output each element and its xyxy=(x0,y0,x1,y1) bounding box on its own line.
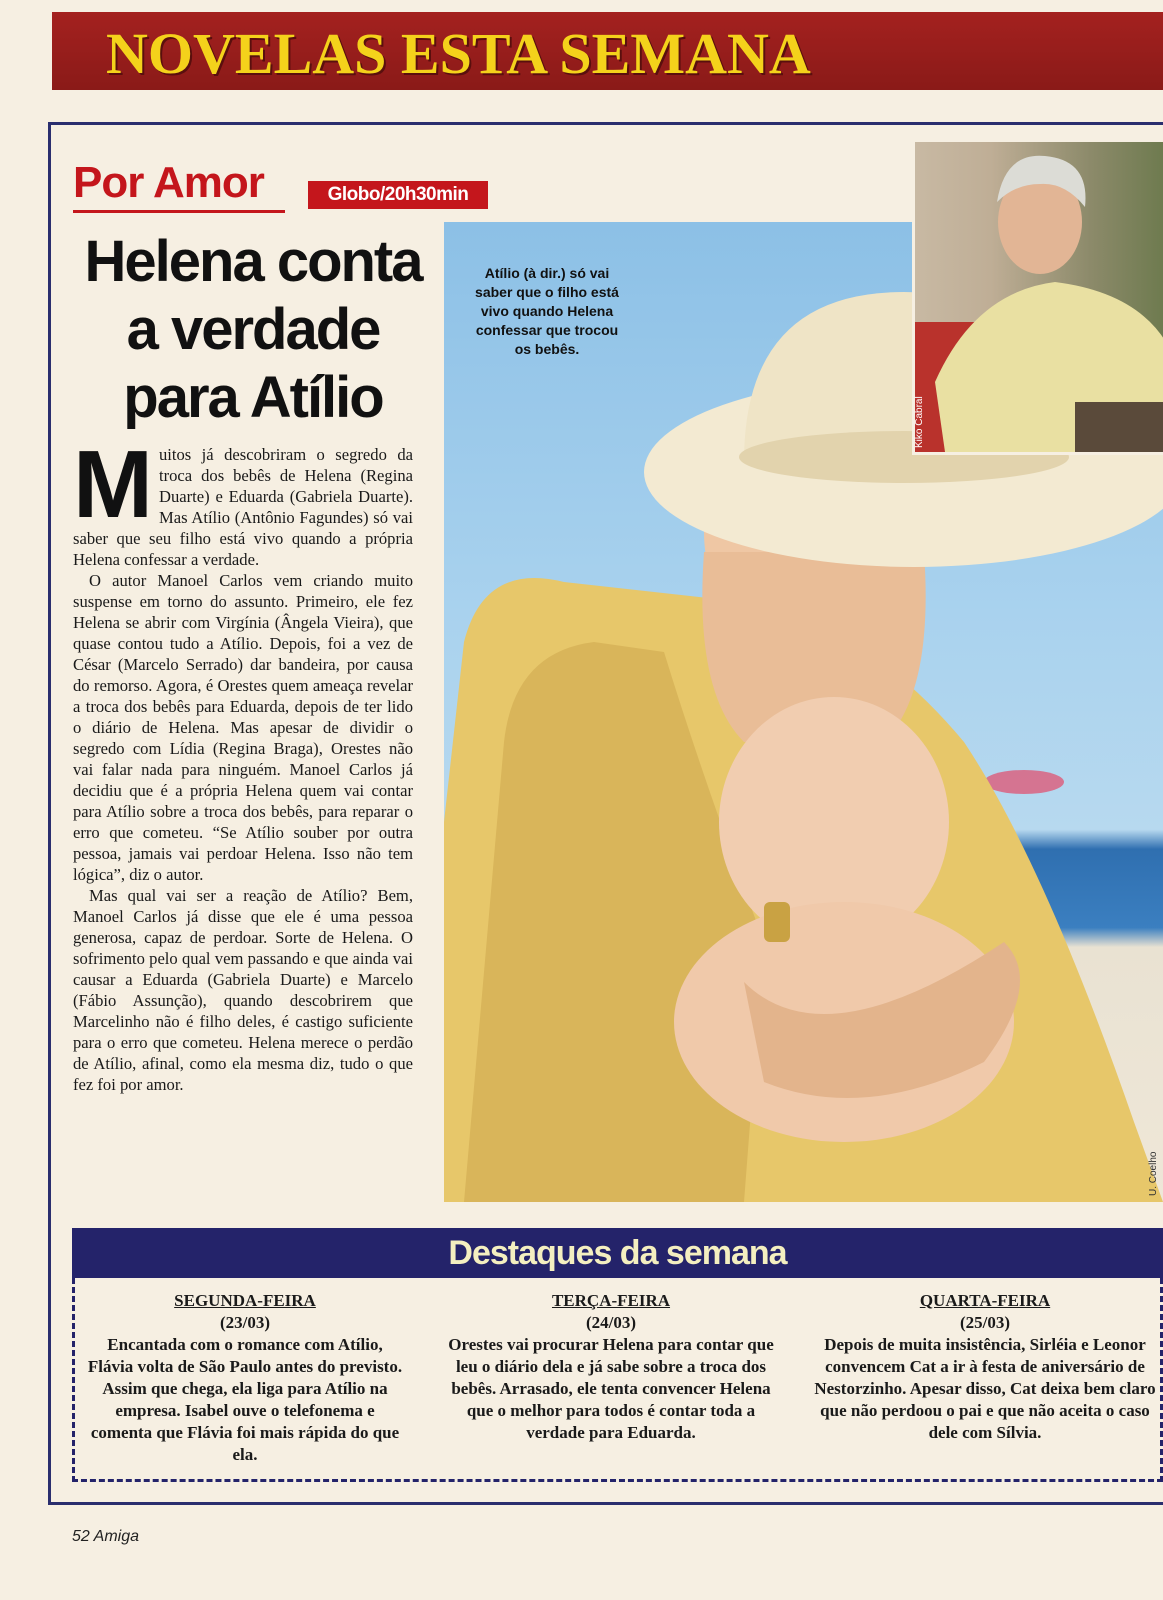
highlight-text: Encantada com o romance com Atílio, Flávia volta de São Paulo antes do previsto. Assim que chega, ela liga para Atílio na empresa. Isabel ouve o telefonema e comenta que Flávia foi mais rápida do que ela. xyxy=(87,1335,403,1464)
inset-photo-credit: Kiko Cabral xyxy=(914,396,925,448)
highlight-wednesday xyxy=(810,1290,1160,1444)
page-number: 52 xyxy=(72,1528,90,1545)
article-body xyxy=(73,431,413,1095)
dropcap: M xyxy=(73,431,153,538)
title-underline xyxy=(73,210,285,213)
channel-badge: Globo/20h30min xyxy=(308,181,488,209)
highlight-text: Orestes vai procurar Helena para contar que leu o diário dela e já sabe sobre a troca dos bebês. Arrasado, ele tenta convencer Helena que o melhor para todos é contar toda a verdade para Eduarda. xyxy=(448,1335,774,1442)
highlight-monday xyxy=(86,1290,404,1466)
main-photo-credit: U. Coelho xyxy=(1148,1151,1159,1196)
headline: Helena conta a verdade para Atílio xyxy=(84,229,422,430)
highlight-date: (25/03) xyxy=(959,1313,1011,1332)
article-paragraph: O autor Manoel Carlos vem criando muito suspense em torno do assunto. Primeiro, ele fez Helena se abrir com Virgínia (Ângela Vieira), que quase contou tudo a Atílio. Depois, foi a vez de César (Marcelo Serrado) dar bandeira, por causa do remorso. Agora, é Orestes quem ameaça revelar a troca dos bebês para Eduarda, depois de ter lido o diário de Helena. Mas apesar de dividir o segredo com Lídia (Regina Braga), Orestes não vai falar nada para ninguém. Manoel Carlos já decidiu que é a própria Helena quem vai contar para Atílio sobre a troca dos bebês, para reparar o erro que cometeu. “Se Atílio souber por outra pessoa, jamais vai perdoar Helena. Isso não tem lógica”, diz o autor. xyxy=(73,571,413,884)
highlight-date: (23/03) xyxy=(219,1313,271,1332)
article-paragraph xyxy=(73,431,413,570)
highlight-text: Depois de muita insistência, Sirléia e Leonor convencem Cat a ir à festa de aniversário de Nestorzinho. Apesar disso, Cat deixa bem claro que não perdoou o pai e que não aceita o caso dele com Sílvia. xyxy=(814,1335,1156,1442)
page-footer xyxy=(72,1528,139,1546)
magazine-name: Amiga xyxy=(93,1528,140,1545)
inset-photo xyxy=(912,142,1163,455)
inset-photo-illustration xyxy=(915,142,1163,452)
article-paragraph: Mas qual vai ser a reação de Atílio? Bem, Manoel Carlos já disse que ele é uma pessoa generosa, capaz de perdoar. Sorte de Helena. O sofrimento pelo qual vem passando e que ainda vai causar a Eduarda (Gabriela Duarte) e Marcelo (Fábio Assunção), quando descobrirem que Marcelinho não é filho deles, é castigo suficiente para o erro que cometeu. Helena merece o perdão de Atílio, afinal, como ela mesma diz, tudo o que fez foi por amor. xyxy=(73,886,413,1094)
highlight-tuesday xyxy=(446,1290,776,1444)
section-title: NOVELAS ESTA SEMANA xyxy=(106,21,811,86)
highlight-day: TERÇA-FEIRA xyxy=(551,1291,671,1310)
paragraph-text: uitos já descobriram o segredo da troca dos bebês de Helena (Regina Duarte) e Eduarda (Gabriela Duarte). Mas Atílio (Antônio Fagundes) só vai saber que seu filho está vivo quando a própria Helena confessar a verdade. xyxy=(73,445,413,569)
show-title: Por Amor xyxy=(73,158,264,207)
highlights-header: Destaques da semana xyxy=(72,1228,1163,1278)
photo-caption: Atílio (à dir.) só vai saber que o filho está vivo quando Helena confessar que trocou os bebês. xyxy=(475,265,619,357)
highlight-day: SEGUNDA-FEIRA xyxy=(174,1291,316,1310)
highlight-day: QUARTA-FEIRA xyxy=(919,1291,1051,1310)
section-banner xyxy=(52,12,1163,90)
highlight-date: (24/03) xyxy=(585,1313,637,1332)
